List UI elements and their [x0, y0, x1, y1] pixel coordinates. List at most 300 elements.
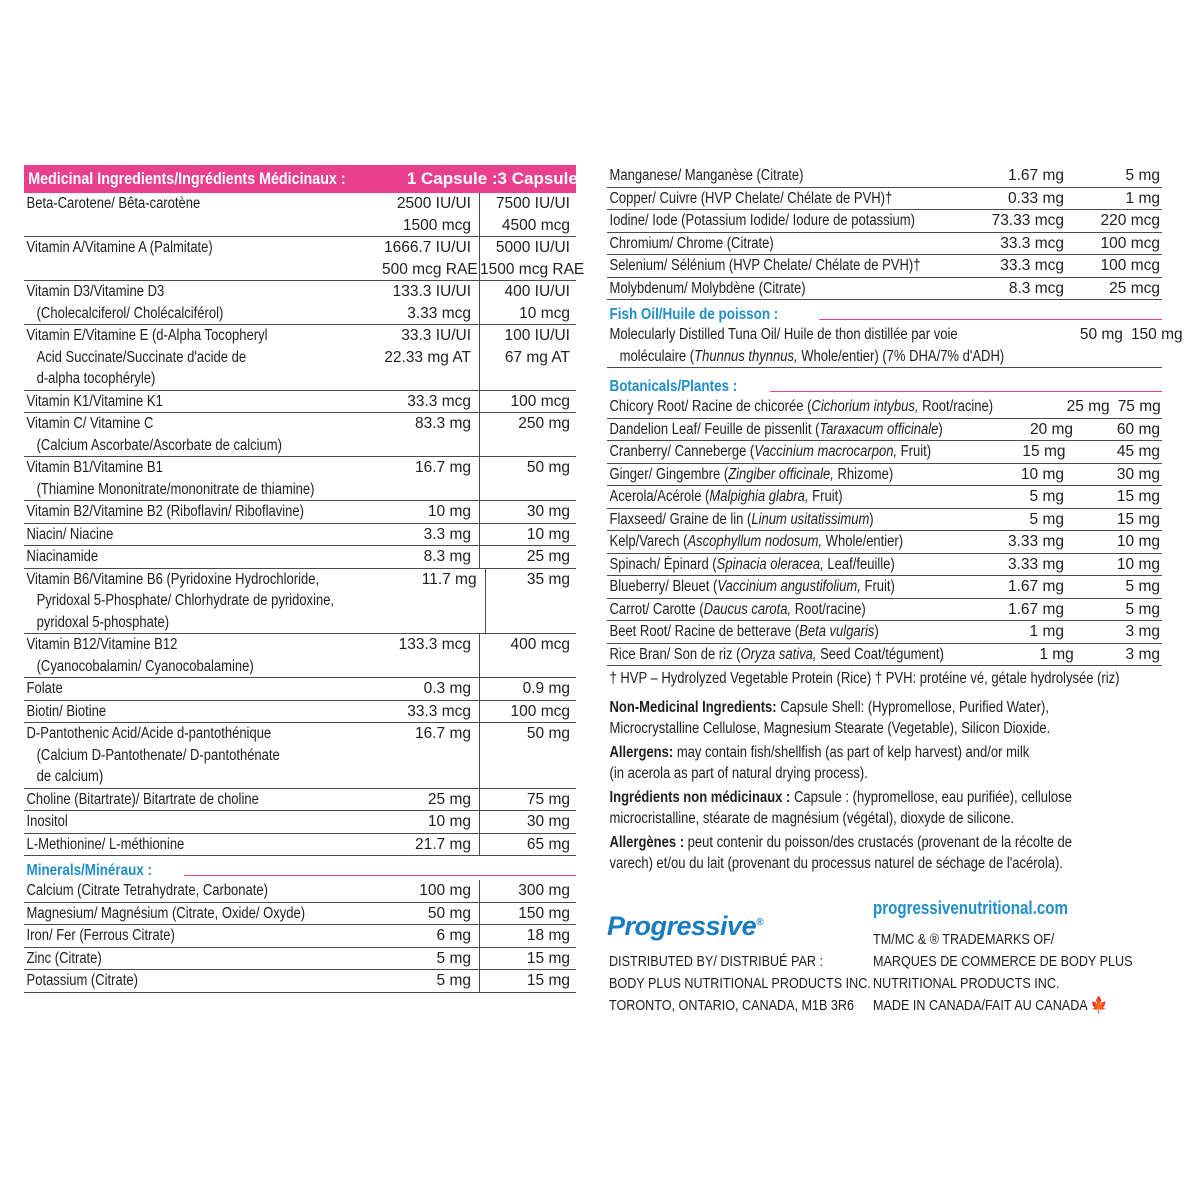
ingredient-name	[24, 678, 325, 700]
ingredient-name-line: Manganese/ Manganèse (Citrate)	[609, 167, 804, 184]
ingredient-name	[24, 634, 325, 677]
ingredient-name-line: Inositol	[26, 813, 68, 830]
botanicals-rows	[607, 396, 1162, 666]
section-divider	[770, 391, 1162, 392]
botanicals-section-header	[607, 374, 1162, 396]
amount-value: 100 mcg	[1100, 257, 1160, 274]
amount-1-capsule	[382, 634, 480, 677]
ingredient-name-line: Vitamin B6/Vitamine B6 (Pyridoxine Hydrochloride,	[26, 570, 320, 588]
botanical-name-line: Kelp/Varech (Ascophyllum nodosum, Whole/entier)	[609, 533, 904, 550]
botanical-row	[607, 599, 1162, 622]
amount-1-capsule	[382, 546, 480, 568]
amount-1-capsule	[990, 165, 1072, 187]
amount-1-capsule: 15 mg	[1022, 443, 1066, 460]
amount-value: 1.67 mg	[1007, 167, 1064, 184]
ingredient-row	[24, 457, 576, 501]
ingredient-name-line: pyridoxal 5-phosphate)	[36, 613, 170, 631]
ingredient-name-line: Biotin/ Biotine	[26, 702, 107, 720]
amount-value: 50 mg	[427, 904, 471, 922]
amount-3-capsules	[480, 970, 576, 992]
ingredient-name-line: de calcium)	[36, 768, 104, 785]
ingredient-name-line: (Cholecalciferol/ Cholécalciférol)	[36, 304, 224, 322]
non-medicinal-ingredients-fr: Ingrédients non médicinaux : Capsule : (hypromellose, eau purifiée), cellulose microcristalline, stéarate de magnésium (végétal), dioxyde de silicone.	[609, 789, 1072, 827]
amount-1-capsule: 25 mg	[1066, 398, 1110, 415]
amount-value: 0.33 mg	[1007, 189, 1064, 207]
amount-value: 15 mg	[526, 972, 570, 989]
botanical-row	[607, 464, 1162, 487]
ingredient-name	[607, 188, 929, 210]
amount-value: 10 mg	[427, 503, 471, 520]
trademark-block: TM/MC & ® TRADEMARKS OF/ MARQUES DE COMMERCE DE BODY PLUS NUTRITIONAL PRODUCTS INC. MADE IN CANADA/FAIT AU CANADA 🍁	[873, 931, 1133, 1014]
botanical-row	[607, 531, 1162, 554]
ingredient-row	[24, 925, 576, 948]
ingredient-name-line: Copper/ Cuivre (HVP Chelate/ Chélate de PVH)†	[609, 189, 893, 207]
ingredient-name	[24, 457, 325, 500]
botanical-row	[607, 441, 1162, 464]
amount-3-capsules	[480, 789, 576, 811]
ingredient-name-line: Vitamin C/ Vitamine C	[26, 415, 154, 432]
amount-1-capsule	[382, 880, 480, 902]
header-ingredients-label: Medicinal Ingredients/Ingrédients Médicinaux :	[28, 169, 346, 188]
ingredient-name-line: Zinc (Citrate)	[26, 949, 102, 967]
amount-1-capsule: 1.67 mg	[1007, 578, 1064, 595]
amount-value: 220 mcg	[1100, 212, 1160, 229]
amount-value: 1666.7 IU/UI	[383, 239, 471, 256]
amount-value: 8.3 mg	[423, 548, 471, 565]
ingredient-name-line: (Thiamine Mononitrate/mononitrate de thiamine)	[36, 480, 315, 498]
amount-value: 400 IU/UI	[504, 283, 570, 300]
amount-value: 33.3 mcg	[407, 702, 471, 720]
amount-3-capsules	[480, 925, 576, 947]
botanical-name-line: Acerola/Acérole (Malpighia glabra, Fruit)	[609, 488, 843, 505]
botanical-name	[607, 441, 931, 463]
minerals-rows	[24, 880, 576, 993]
amount-1-capsule: 1 mg	[1029, 623, 1064, 640]
amount-value: 22.33 mg AT	[384, 348, 471, 366]
amount-3-capsules: 3 mg	[1125, 623, 1160, 640]
ingredient-row	[24, 391, 576, 414]
amount-3-capsules: 5 mg	[1125, 600, 1160, 618]
amount-3-capsules	[480, 524, 576, 546]
botanical-name	[607, 554, 929, 576]
amount-3-capsules: 15 mg	[1116, 510, 1160, 528]
ingredient-row	[24, 723, 576, 789]
botanical-name	[607, 396, 993, 418]
amount-value: 3.33 mcg	[407, 304, 471, 322]
ingredient-row	[24, 193, 576, 237]
ingredient-row	[607, 278, 1162, 301]
amount-value: 1500 mcg	[402, 216, 471, 234]
right-ingredient-panel	[607, 165, 1183, 874]
ingredient-row	[24, 970, 576, 993]
amount-1-capsule	[382, 678, 480, 700]
ingredient-name-line: Potassium (Citrate)	[26, 972, 138, 989]
ingredient-name-line: Acid Succinate/Succinate d'acide de	[36, 348, 247, 366]
ingredient-name	[24, 948, 325, 970]
amount-3-capsules: 10 mg	[1116, 533, 1160, 550]
amount-value: 33.3 IU/UI	[401, 327, 471, 344]
ingredient-row	[24, 811, 576, 834]
hvp-footnote: † HVP – Hydrolyzed Vegetable Protein (Rice) † PVH: protéine vé, gétale hydrolysée (riz)	[609, 670, 1120, 687]
amount-value: 250 mg	[518, 415, 570, 432]
amount-3-capsules	[1072, 233, 1162, 255]
botanical-name	[607, 531, 929, 553]
ingredient-name	[24, 880, 325, 902]
amount-value: 65 mg	[526, 835, 570, 853]
botanical-name	[607, 509, 929, 531]
botanical-name-line: Blueberry/ Bleuet (Vaccinium angustifolium, Fruit)	[609, 578, 895, 595]
amount-value: 73.33 mcg	[991, 212, 1064, 229]
ingredient-row	[24, 948, 576, 971]
amount-1-capsule	[382, 391, 480, 413]
section-divider	[819, 319, 1162, 320]
amount-value: 10 mg	[526, 525, 570, 543]
botanical-name	[607, 576, 929, 598]
fish-oil-row	[607, 324, 1183, 368]
ingredient-name-line: Vitamin D3/Vitamine D3	[26, 283, 165, 300]
amount-3-capsules	[480, 948, 576, 970]
ingredient-name	[24, 925, 325, 947]
amount-value: 16.7 mg	[414, 725, 471, 742]
amount-3-capsules	[486, 569, 576, 634]
amount-1-capsule	[382, 948, 480, 970]
minerals-rows-continued	[607, 165, 1162, 300]
amount-value: 21.7 mg	[414, 835, 471, 853]
amount-value: 500 mcg RAE	[382, 260, 478, 278]
amount-1-capsule: 20 mg	[1029, 420, 1074, 438]
amount-1-capsule	[382, 723, 480, 788]
amount-value: 100 mcg	[1100, 234, 1160, 252]
fish-oil-line2: moléculaire (Thunnus thynnus, Whole/entier) (7% DHA/7% d'ADH)	[619, 347, 1005, 365]
left-ingredient-panel	[24, 165, 598, 993]
allergens-fr: Allergènes : peut contenir du poisson/des crustacés (provenant de la récolte de varech) et/ou du lait (provenant du processus naturel de séchage de l'acérola).	[609, 834, 1073, 872]
ingredient-name	[607, 165, 929, 187]
amount-3-capsules	[480, 193, 576, 236]
ingredient-name	[24, 524, 325, 546]
ingredient-name	[24, 723, 325, 788]
ingredient-row	[24, 501, 576, 524]
ingredient-name	[24, 281, 325, 324]
amount-value: 83.3 mg	[414, 415, 471, 432]
ingredient-name-line: Vitamin B1/Vitamine B1	[26, 459, 163, 476]
ingredient-name	[24, 970, 325, 992]
amount-1-capsule: 3.33 mg	[1007, 555, 1064, 573]
amount-3-capsules	[480, 457, 576, 500]
botanical-name	[607, 419, 943, 441]
amount-3-capsules	[480, 501, 576, 523]
fish-oil-1-capsule: 50 mg	[1079, 326, 1123, 343]
amount-value: 1500 mcg RAE	[480, 260, 585, 278]
ingredient-name	[24, 811, 325, 833]
botanical-row	[607, 621, 1162, 644]
ingredient-row	[24, 678, 576, 701]
amount-value: 133.3 mcg	[398, 636, 471, 653]
ingredient-row	[24, 789, 576, 812]
ingredient-row	[24, 524, 576, 547]
amount-value: 100 IU/UI	[504, 327, 570, 344]
botanical-row	[607, 396, 1162, 419]
botanical-name	[607, 599, 929, 621]
amount-3-capsules	[480, 903, 576, 925]
amount-1-capsule: 5 mg	[1029, 488, 1064, 505]
ingredient-row	[24, 880, 576, 903]
amount-3-capsules	[480, 678, 576, 700]
ingredient-name	[24, 903, 325, 925]
ingredient-name	[24, 834, 325, 856]
ingredient-row	[607, 165, 1162, 188]
amount-3-capsules	[480, 546, 576, 568]
ingredient-name-line: (Cyanocobalamin/ Cyanocobalamine)	[36, 657, 254, 675]
ingredient-row	[24, 413, 576, 457]
amount-value: 5 mg	[1125, 167, 1160, 184]
ingredient-row	[24, 903, 576, 926]
amount-1-capsule	[990, 233, 1072, 255]
amount-value: 6 mg	[436, 927, 471, 944]
amount-value: 7500 IU/UI	[495, 195, 570, 212]
ingredient-name	[607, 278, 929, 300]
header-1-capsule: 1 Capsule :	[406, 169, 498, 188]
ingredient-row	[24, 546, 576, 569]
ingredient-name-line: Pyridoxal 5-Phosphate/ Chlorhydrate de pyridoxine,	[36, 592, 335, 609]
progressive-logo: Progressive®	[607, 911, 763, 941]
amount-value: 0.9 mg	[522, 680, 570, 697]
amount-value: 35 mg	[526, 570, 570, 588]
ingredient-name	[24, 413, 325, 456]
amount-1-capsule	[393, 569, 485, 634]
amount-1-capsule	[382, 524, 480, 546]
amount-value: 8.3 mcg	[1008, 279, 1064, 297]
amount-3-capsules	[1072, 210, 1162, 232]
medicinal-rows	[24, 193, 585, 856]
amount-value: 33.3 mcg	[1000, 257, 1064, 274]
ingredient-name-line: d-alpha tocophéryle)	[36, 370, 156, 387]
ingredient-name-line: Beta-Carotene/ Bêta-carotène	[26, 195, 201, 212]
amount-value: 67 mg AT	[504, 348, 570, 366]
amount-1-capsule: 1.67 mg	[1007, 600, 1064, 618]
ingredient-name	[24, 325, 325, 390]
amount-value: 16.7 mg	[414, 459, 471, 476]
amount-3-capsules	[480, 281, 576, 324]
ingredient-name-line: Vitamin K1/Vitamine K1	[26, 392, 163, 410]
amount-value: 5 mg	[436, 949, 471, 967]
amount-value: 3.3 mg	[423, 525, 471, 543]
botanical-row	[607, 554, 1162, 577]
amount-value: 33.3 mcg	[407, 392, 471, 410]
amount-value: 50 mg	[526, 459, 570, 476]
amount-value: 300 mg	[518, 882, 570, 899]
amount-value: 25 mg	[526, 548, 570, 565]
amount-3-capsules	[480, 834, 576, 856]
ingredient-name-line: Magnesium/ Magnésium (Citrate, Oxide/ Oxyde)	[26, 904, 306, 922]
made-in-canada: MADE IN CANADA/FAIT AU CANADA	[873, 997, 1088, 1014]
allergens-en: Allergens: may contain fish/shellfish (as part of kelp harvest) and/or milk (in acerola as part of natural drying process).	[609, 744, 1030, 782]
botanical-name-line: Ginger/ Gingembre (Zingiber officinale, Rhizome)	[609, 465, 894, 483]
botanical-name-line: Rice Bran/ Son de riz (Oryza sativa, Seed Coat/tégument)	[609, 645, 944, 663]
amount-value: 15 mg	[526, 949, 570, 967]
distributor-block: DISTRIBUTED BY/ DISTRIBUÉ PAR : BODY PLUS NUTRITIONAL PRODUCTS INC. TORONTO, ONTARIO, CANADA, M1B 3R6	[609, 953, 871, 1014]
amount-1-capsule: 1 mg	[1039, 645, 1074, 663]
amount-value: 10 mg	[427, 813, 471, 830]
ingredient-name	[24, 193, 325, 236]
amount-value: 18 mg	[526, 927, 570, 944]
amount-value: 75 mg	[526, 790, 570, 808]
ingredient-name	[24, 501, 325, 523]
ingredient-name	[607, 233, 929, 255]
ingredient-row	[24, 634, 576, 678]
ingredient-name	[24, 237, 325, 280]
amount-3-capsules	[480, 325, 576, 390]
amount-1-capsule	[382, 701, 480, 723]
maple-leaf-icon: 🍁	[1090, 997, 1108, 1014]
footer	[607, 893, 1167, 1033]
amount-1-capsule	[382, 970, 480, 992]
ingredient-name-line: Calcium (Citrate Tetrahydrate, Carbonate)	[26, 882, 268, 899]
botanical-name-line: Flaxseed/ Graine de lin (Linum usitatissimum)	[609, 510, 874, 528]
fish-oil-3-capsules: 150 mg	[1130, 326, 1183, 343]
ingredient-name-line: Vitamin B2/Vitamine B2 (Riboflavin/ Riboflavine)	[26, 503, 304, 520]
ingredient-name-line: D-Pantothenic Acid/Acide d-pantothénique	[26, 725, 272, 742]
amount-3-capsules	[480, 634, 576, 677]
ingredient-row	[607, 233, 1162, 256]
ingredient-row	[24, 281, 576, 325]
fish-oil-line1: Molecularly Distilled Tuna Oil/ Huile de thon distillée par voie	[609, 326, 958, 343]
amount-3-capsules	[480, 811, 576, 833]
ingredient-name-line: Choline (Bitartrate)/ Bitartrate de choline	[26, 790, 259, 808]
botanical-name-line: Cranberry/ Canneberge (Vaccinium macrocarpon, Fruit)	[609, 443, 932, 460]
botanical-row	[607, 644, 1162, 667]
botanical-name	[607, 621, 929, 643]
botanical-name-line: Beet Root/ Racine de betterave (Beta vulgaris)	[609, 623, 879, 640]
amount-value: 150 mg	[518, 904, 570, 922]
botanical-name-line: Dandelion Leaf/ Feuille de pissenlit (Taraxacum officinale)	[609, 420, 943, 438]
amount-value: 0.3 mg	[423, 680, 471, 697]
ingredient-name-line: (Calcium D-Pantothenate/ D-pantothénate	[36, 746, 280, 764]
amount-1-capsule	[382, 834, 480, 856]
ingredient-name-line: Vitamin B12/Vitamine B12	[26, 636, 178, 653]
amount-1-capsule	[990, 255, 1072, 277]
amount-value: 100 mcg	[510, 392, 570, 410]
amount-value: 25 mcg	[1109, 279, 1160, 297]
amount-3-capsules: 5 mg	[1125, 578, 1160, 595]
amount-value: 50 mg	[526, 725, 570, 742]
amount-3-capsules: 10 mg	[1116, 555, 1160, 573]
amount-3-capsules	[480, 237, 585, 280]
amount-1-capsule	[990, 278, 1072, 300]
amount-3-capsules	[1072, 255, 1162, 277]
non-medicinal-ingredients: Non-Medicinal Ingredients: Capsule Shell: (Hypromellose, Purified Water), Microcrystalline Cellulose, Magnesium Stearate (Vegetable), Silicon Dioxide.	[609, 699, 1051, 737]
ingredient-name-line: Niacin/ Niacine	[26, 525, 114, 543]
medicinal-header	[24, 165, 598, 193]
ingredient-row	[607, 255, 1162, 278]
amount-value: 4500 mcg	[501, 216, 570, 234]
ingredient-name	[24, 391, 325, 413]
ingredient-name-line: Molybdenum/ Molybdène (Citrate)	[609, 279, 806, 297]
amount-value: 1 mg	[1125, 189, 1160, 207]
ingredient-name	[24, 789, 325, 811]
amount-1-capsule: 5 mg	[1029, 510, 1064, 528]
amount-value: 400 mcg	[510, 636, 570, 653]
amount-value: 133.3 IU/UI	[392, 283, 471, 300]
botanical-name-line: Chicory Root/ Racine de chicorée (Cichorium intybus, Root/racine)	[609, 398, 994, 415]
ingredient-name-line: Folate	[26, 680, 63, 697]
amount-3-capsules: 30 mg	[1116, 465, 1160, 483]
amount-1-capsule	[990, 210, 1072, 232]
ingredient-name-line: L-Methionine/ L-méthionine	[26, 835, 185, 853]
amount-1-capsule	[382, 413, 480, 456]
ingredient-row	[607, 210, 1162, 233]
amount-1-capsule	[382, 811, 480, 833]
amount-value: 100 mcg	[510, 702, 570, 720]
website-link[interactable]: progressivenutritional.com	[873, 898, 1068, 918]
ingredient-row	[24, 569, 576, 635]
amount-3-capsules: 75 mg	[1117, 398, 1161, 415]
amount-3-capsules	[480, 880, 576, 902]
botanical-name-line: Spinach/ Épinard (Spinacia oleracea, Leaf/feuille)	[609, 555, 895, 573]
ingredient-name-line: Chromium/ Chrome (Citrate)	[609, 234, 774, 252]
amount-3-capsules: 45 mg	[1116, 443, 1160, 460]
ingredient-name	[24, 546, 325, 568]
amount-1-capsule: 3.33 mg	[1007, 533, 1064, 550]
botanical-name-line: Carrot/ Carotte (Daucus carota, Root/racine)	[609, 600, 866, 618]
ingredient-name-line: Niacinamide	[26, 548, 99, 565]
ingredient-row	[24, 325, 576, 391]
ingredient-name-line: Vitamin A/Vitamine A (Palmitate)	[26, 239, 213, 256]
amount-value: 2500 IU/UI	[396, 195, 471, 212]
amount-1-capsule	[382, 457, 480, 500]
amount-value: 30 mg	[526, 813, 570, 830]
ingredient-row	[24, 237, 585, 281]
amount-1-capsule	[382, 903, 480, 925]
amount-value: 25 mg	[427, 790, 471, 808]
botanical-row	[607, 509, 1162, 532]
ingredient-row	[607, 188, 1162, 211]
ingredient-row	[24, 834, 576, 857]
amount-3-capsules	[1072, 188, 1162, 210]
amount-value: 33.3 mcg	[1000, 234, 1064, 252]
amount-value: 100 mg	[419, 882, 471, 899]
amount-1-capsule: 10 mg	[1020, 465, 1064, 483]
botanical-row	[607, 486, 1162, 509]
ingredient-name	[24, 569, 334, 634]
ingredient-name-line: Iron/ Fer (Ferrous Citrate)	[26, 927, 175, 944]
amount-3-capsules	[480, 413, 576, 456]
amount-value: 30 mg	[526, 503, 570, 520]
section-divider	[184, 875, 576, 876]
fish-oil-section-header	[607, 302, 1162, 324]
fish-oil-title: Fish Oil/Huile de poisson :	[609, 306, 779, 323]
amount-3-capsules: 3 mg	[1125, 645, 1160, 663]
amount-1-capsule	[382, 325, 480, 390]
amount-3-capsules: 60 mg	[1116, 420, 1160, 438]
amount-1-capsule	[382, 501, 480, 523]
amount-3-capsules	[480, 701, 576, 723]
amount-1-capsule	[990, 188, 1072, 210]
amount-value: 10 mcg	[519, 304, 570, 322]
ingredient-name	[607, 255, 929, 277]
amount-1-capsule	[382, 789, 480, 811]
ingredient-name-line: Iodine/ Iode (Potassium Iodide/ Iodure de potassium)	[609, 212, 915, 229]
amount-1-capsule	[382, 237, 480, 280]
ingredient-name-line: Vitamin E/Vitamine E (d-Alpha Tocopheryl	[26, 327, 268, 344]
botanical-name	[607, 644, 944, 666]
header-3-capsules: 3 Capsules :	[497, 169, 598, 188]
amount-3-capsules	[480, 391, 576, 413]
minerals-title: Minerals/Minéraux :	[26, 862, 152, 879]
botanical-row	[607, 419, 1162, 442]
amount-1-capsule	[382, 193, 480, 236]
ingredient-row	[24, 701, 576, 724]
botanical-name	[607, 486, 929, 508]
